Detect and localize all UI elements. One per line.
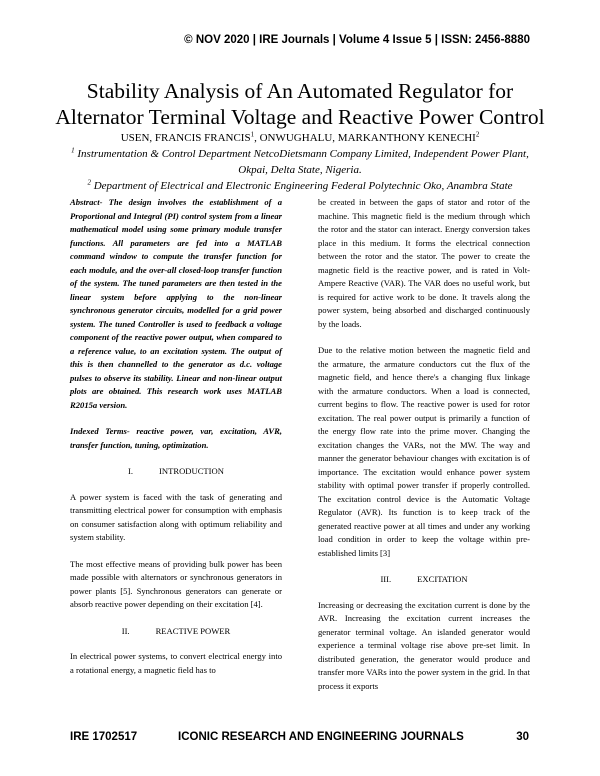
section-number: III.: [380, 574, 392, 584]
author-1-sup: 1: [250, 130, 255, 139]
paragraph: A power system is faced with the task of generating and transmitting electrical power for consumption with emphasis on consumer satisfaction along with optimum reliability and system stability.: [70, 491, 282, 542]
right-column: [318, 196, 530, 706]
author-2-sup: 2: [475, 130, 480, 139]
section-title: EXCITATION: [417, 574, 468, 584]
section-heading-introduction: [70, 465, 282, 479]
author-2: , ONWUGHALU, MARKANTHONY KENECHI: [254, 132, 476, 144]
affiliation-2-text: Department of Electrical and Electronic Engineering Federal Polytechnic Oko, Anambra State: [93, 180, 513, 192]
section-number: II.: [121, 625, 130, 636]
paragraph: be created in between the gaps of stator and rotor of the machine. This magnetic field is the medium through which the rotor and the stator can interact. Energy conversion takes place in this medium. It forms the electrical connection between the rotor and the stator. The power to create the magnetic field is the reactive power, and is rated in Volt-Ampere Reactive (VAR). The VAR does no useful work, but is required for active work to be done. It travels along the power system, being absorbed and discharged continuously by the loads.: [318, 197, 530, 329]
section-title: REACTIVE POWER: [155, 625, 231, 636]
section-title: INTRODUCTION: [159, 466, 224, 476]
title-line-2: Alternator Terminal Voltage and Reactive Power Control: [55, 105, 545, 129]
affiliation-2-sup: 2: [87, 178, 91, 187]
author-block: [20, 130, 580, 194]
page-number: 30: [516, 731, 529, 743]
affiliation-1-cont: Okpai, Delta State, Nigeria.: [238, 164, 362, 176]
title-line-1: Stability Analysis of An Automated Regulator for: [86, 79, 514, 103]
affiliation-1: [20, 146, 580, 162]
author-1: USEN, FRANCIS FRANCIS: [120, 132, 251, 144]
paragraph: The most effective means of providing bulk power has been made possible with alternators or synchronous generators in power plants [5]. Synchronous generators can generate or absorb reactive power depending on their excitation [4].: [70, 558, 282, 609]
affiliation-1-line-1: Instrumentation & Control Department NetcoDietsmann Company Limited, Independent Power Plant,: [77, 148, 529, 160]
index-terms: Indexed Terms- reactive power, var, excitation, AVR, transfer function, tuning, optimization.: [70, 426, 282, 450]
footer-id: IRE 1702517: [70, 731, 138, 743]
paper-title: [20, 78, 580, 130]
abstract: Abstract- The design involves the establishment of a Proportional and Integral (PI) control system from a linear mathematical model using some primary module transfer functions. All parameters are fed into a MATLAB command window to compute the transfer function for each module, and the over-all closed-loop transfer function of the system. The tuned parameters are then tested in the linear system before applying to the non-linear synchronous generator circuits, modelled for a grid power system. The tuned Controller is used to feedback a voltage component of the reactive power output, when compared to a reference value, to an excitation system. The output of this is then channelled to the generator as d.c. voltage pulses to observe its stability. Linear and non-linear output plots are obtained. This research work uses MATLAB R2015a version.: [70, 197, 282, 410]
paragraph: Due to the relative motion between the magnetic field and the armature, the armature conductors cut the flux of the magnetic field, and hence there's a changing flux linkage with the armature conductors. When a load is connected, current begins to flow. The reactive power is used for rotor excitation. The real power output is primarily a function of the energy flow rate into the prime mover. Changing the excitation changes the VARs, not the MW. The way and manner the generator behaviour changes with excitation is of importance. The excitation would enhance power system stability with optimal power transfer if properly controlled. The excitation control device is the Automatic Voltage Regulator (AVR). Its function is to keep track of the generated reactive power at all times and under any working load condition in order to keep the voltage within pre-established limits [3]: [318, 345, 530, 558]
paragraph: Increasing or decreasing the excitation current is done by the AVR. Increasing the excitation current increases the generator terminal voltage. An islanded generator would experience a terminal voltage rise above pre-set limit. In distributed generation, the generator would produce and transfer more VARs into the power system in the grid. In that process it exports: [318, 599, 530, 691]
section-number: I.: [128, 466, 134, 476]
affiliation-1-sup: 1: [71, 146, 75, 155]
author-names: [20, 130, 580, 146]
left-column: [70, 196, 282, 690]
section-heading-excitation: [318, 573, 530, 587]
journal-header: © NOV 2020 | IRE Journals | Volume 4 Issue 5 | ISSN: 2456-8880: [184, 34, 530, 46]
affiliation-2: [20, 178, 580, 194]
paragraph: In electrical power systems, to convert electrical energy into a rotational energy, a magnetic field has to: [70, 651, 282, 675]
section-heading-reactive-power: [70, 625, 282, 639]
footer-journal: ICONIC RESEARCH AND ENGINEERING JOURNALS: [178, 731, 464, 743]
